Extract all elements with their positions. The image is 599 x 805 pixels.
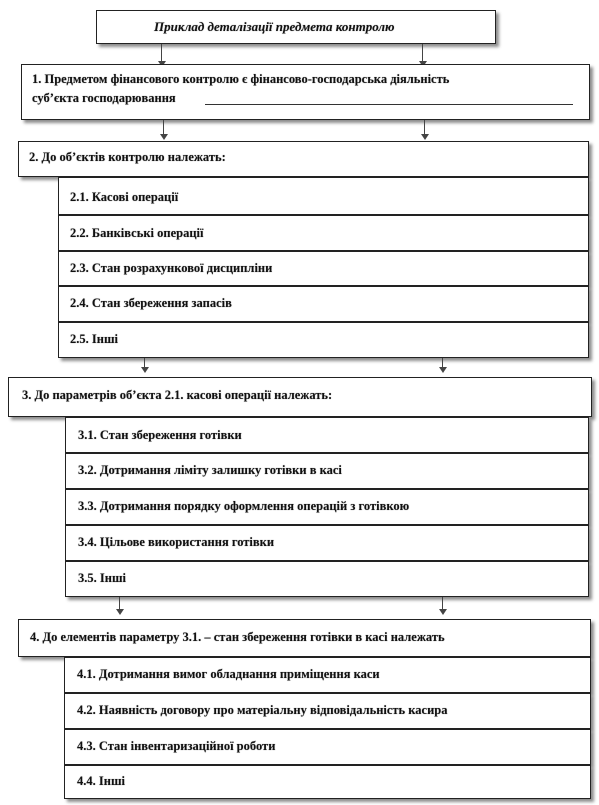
section4-item: 4.1. Дотримання вимог обладнання приміщення каси	[77, 667, 380, 681]
section3-item-box	[65, 561, 589, 597]
section2-item-box	[58, 322, 589, 358]
section4-header: 4. До елементів параметру 3.1. – стан збереження готівки в касі належать	[30, 630, 445, 644]
section2-item: 2.1. Касові операції	[70, 190, 179, 204]
section3-item: 3.2. Дотримання ліміту залишку готівки в касі	[78, 463, 342, 477]
section1-line2: суб’єкта господарювання	[32, 91, 176, 105]
section4-item: 4.2. Наявність договору про матеріальну відповідальність касира	[77, 703, 448, 717]
section2-item: 2.2. Банківські операції	[70, 226, 204, 240]
section2-item: 2.5. Інші	[70, 332, 118, 346]
section2-item: 2.4. Стан збереження запасів	[70, 296, 232, 310]
section3-item: 3.1. Стан збереження готівки	[78, 428, 242, 442]
section4-item-box	[64, 765, 591, 799]
section1-underline	[205, 104, 573, 105]
section2-header: 2. До об’єктів контролю належать:	[29, 150, 226, 164]
section2-item: 2.3. Стан розрахункової дисципліни	[70, 261, 273, 275]
section3-item: 3.4. Цільове використання готівки	[78, 535, 275, 549]
section1-line1: 1. Предметом фінансового контролю є фінансово-господарська діяльність	[32, 72, 450, 86]
section3-item: 3.5. Інші	[78, 571, 126, 585]
diagram-title: Приклад деталізації предмета контролю	[154, 19, 395, 34]
section3-header: 3. До параметрів об’єкта 2.1. касові операції належать:	[22, 388, 333, 402]
section3-item: 3.3. Дотримання порядку оформлення операцій з готівкою	[78, 499, 410, 513]
section4-item: 4.4. Інші	[77, 774, 125, 788]
section4-item: 4.3. Стан інвентаризаційної роботи	[77, 739, 276, 753]
